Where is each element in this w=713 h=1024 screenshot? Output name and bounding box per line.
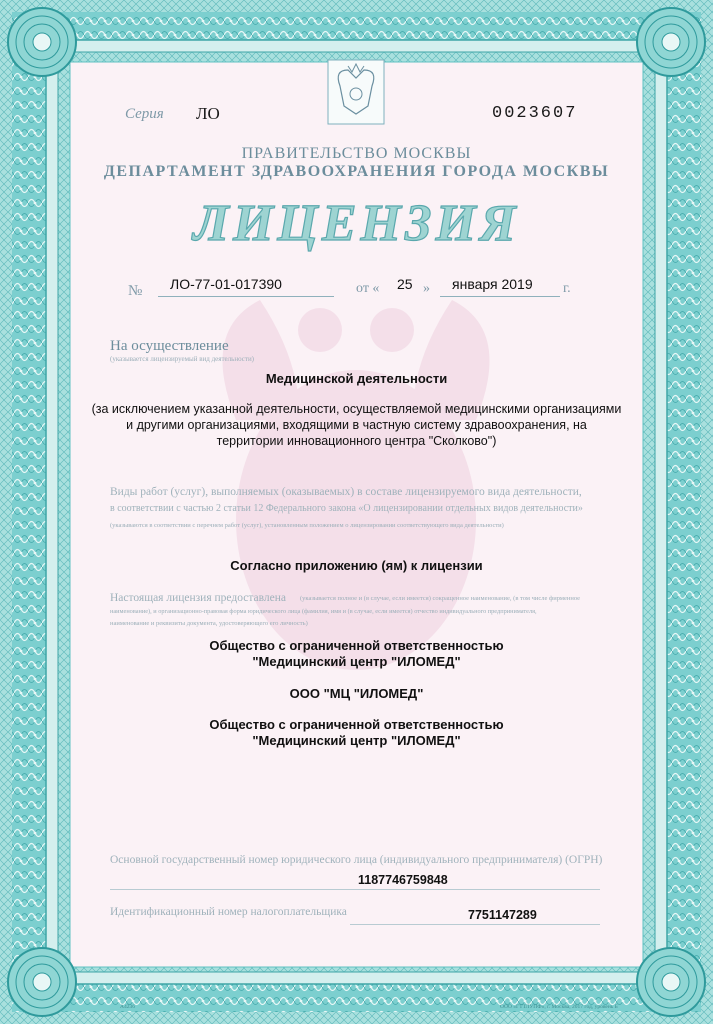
corner-rosette-bottom-right — [637, 948, 705, 1016]
date-quote-close: » — [423, 281, 430, 296]
ogrn-underline — [110, 889, 600, 890]
date-from-label: от « — [356, 281, 380, 296]
grantee-full-name-line2: "Медицинский центр "ИЛОМЕД" — [252, 654, 461, 669]
series-value: ЛО — [196, 104, 220, 123]
document-title: ЛИЦЕНЗИЯ — [193, 195, 520, 252]
form-number: 0023607 — [492, 104, 578, 123]
year-suffix: г. — [563, 281, 571, 296]
department-name: ДЕПАРТАМЕНТ ЗДРАВООХРАНЕНИЯ ГОРОДА МОСКВЫ — [103, 163, 610, 180]
grantee-label: Настоящая лицензия предоставлена — [110, 592, 286, 604]
grantee-hint-2: наименование), и организационно-правовая форма юридического лица (фамилия, имя и (в случае, если имеется) отчество индивидуального предпринимателя, — [110, 608, 537, 615]
activity-exclusion-1: (за исключением указанной деятельности, осуществляемой медицинскими организациями — [91, 402, 622, 416]
corner-rosette-bottom-left — [8, 948, 76, 1016]
footer-printer: ООО «ГТТЛУПФ», г. Москва, 2017 год, уровень Б — [500, 1004, 618, 1010]
inn-label: Идентификационный номер налогоплательщика — [110, 906, 347, 918]
government-name: ПРАВИТЕЛЬСТВО МОСКВЫ — [241, 145, 472, 162]
activity-label: На осуществление — [110, 338, 229, 354]
license-day: 25 — [397, 276, 413, 292]
coat-of-arms-emblem — [328, 60, 384, 124]
corner-rosette-top-left — [8, 8, 76, 76]
corner-rosette-top-right — [637, 8, 705, 76]
grantee-hint-1: (указывается полное и (в случае, если имеется) сокращенное наименование, (в том числе фирменное — [300, 595, 581, 602]
inn-value: 7751147289 — [468, 908, 537, 922]
license-number-label: № — [128, 283, 143, 299]
grantee-hint-3: наименование и реквизиты документа, удостоверяющего его личность) — [110, 620, 308, 627]
ogrn-label: Основной государственный номер юридического лица (индивидуального предпринимателя) (ОГРН) — [110, 854, 603, 866]
works-label-line1: Виды работ (услуг), выполняемых (оказываемых) в составе лицензируемого вида деятельности, — [110, 486, 582, 498]
grantee-full-name-line1: Общество с ограниченной ответственностью — [209, 638, 504, 653]
activity-exclusion-2: и другими организациями, входящими в частную систему здравоохранения, на — [126, 418, 587, 432]
inn-underline — [350, 924, 600, 925]
grantee-short-name: ООО "МЦ "ИЛОМЕД" — [289, 686, 424, 701]
license-number: ЛО-77-01-017390 — [170, 276, 282, 292]
works-hint: (указываются в соответствии с перечнем работ (услуг), установленным положением о лицензировании соответствующего вида деятельности) — [110, 522, 504, 529]
activity-exclusion-3: территории инновационного центра "Сколково") — [216, 434, 497, 448]
works-label-line2: в соответствии с частью 2 статьи 12 Федерального закона «О лицензировании отдельных видов деятельности» — [110, 503, 583, 514]
series-label: Серия — [125, 106, 164, 122]
license-month-year: января 2019 — [452, 276, 533, 292]
grantee-brand-name-line2: "Медицинский центр "ИЛОМЕД" — [252, 733, 461, 748]
footer-code: А4236 — [120, 1004, 135, 1010]
activity-name: Медицинской деятельности — [265, 371, 448, 386]
grantee-brand-name-line1: Общество с ограниченной ответственностью — [209, 717, 504, 732]
ogrn-value: 1187746759848 — [358, 873, 448, 887]
activity-hint: (указывается лицензируемый вид деятельности) — [110, 355, 255, 363]
date-underline — [440, 296, 560, 297]
number-underline — [158, 296, 334, 297]
works-value: Согласно приложению (ям) к лицензии — [230, 558, 483, 573]
